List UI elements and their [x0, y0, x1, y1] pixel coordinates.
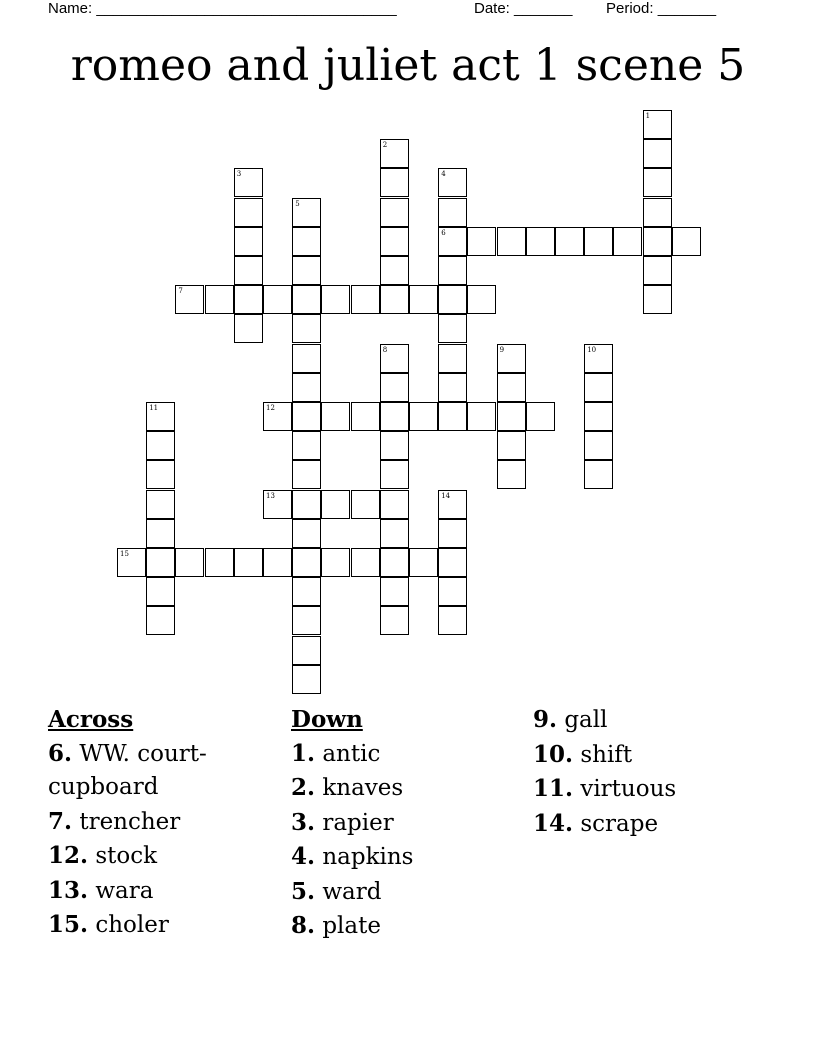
- clue-text: knaves: [322, 775, 404, 801]
- grid-cell[interactable]: [321, 490, 350, 519]
- grid-cell[interactable]: [380, 198, 409, 227]
- grid-cell[interactable]: [438, 519, 467, 548]
- grid-cell[interactable]: [146, 431, 175, 460]
- grid-cell[interactable]: [146, 577, 175, 606]
- down-clues-col1: [291, 703, 414, 944]
- grid-cell[interactable]: [175, 548, 204, 577]
- grid-cell[interactable]: [380, 256, 409, 285]
- clue-item: [291, 909, 414, 944]
- across-clues: [48, 703, 253, 943]
- grid-cell[interactable]: [292, 519, 321, 548]
- grid-cell[interactable]: [146, 606, 175, 635]
- grid-cell[interactable]: [292, 606, 321, 635]
- grid-cell[interactable]: [613, 227, 642, 256]
- clue-number: 11.: [533, 775, 574, 802]
- cell-number: 9: [499, 345, 505, 354]
- grid-cell[interactable]: [438, 256, 467, 285]
- down-heading: Down: [291, 706, 363, 733]
- grid-cell[interactable]: [584, 431, 613, 460]
- clue-number: 13.: [48, 876, 89, 904]
- grid-cell[interactable]: [438, 606, 467, 635]
- grid-cell[interactable]: [380, 460, 409, 489]
- grid-cell[interactable]: [234, 314, 263, 343]
- grid-cell[interactable]: [263, 490, 292, 519]
- clue-item: [533, 738, 676, 773]
- grid-cell[interactable]: [263, 402, 292, 431]
- clue-number: 2.: [291, 774, 316, 801]
- down-clues-col2: [533, 703, 676, 841]
- grid-cell[interactable]: [146, 460, 175, 489]
- clue-text: antic: [322, 740, 381, 767]
- clue-number: 15.: [48, 911, 89, 938]
- grid-cell[interactable]: [497, 227, 526, 256]
- grid-cell[interactable]: [234, 198, 263, 227]
- clue-number: 5.: [291, 877, 316, 905]
- clue-item: [291, 806, 414, 841]
- grid-cell[interactable]: [526, 402, 555, 431]
- grid-cell[interactable]: [643, 198, 672, 227]
- grid-cell[interactable]: [380, 431, 409, 460]
- clue-number: 9.: [533, 706, 558, 733]
- grid-cell[interactable]: [292, 314, 321, 343]
- clue-item: [291, 840, 414, 875]
- grid-cell[interactable]: [409, 548, 438, 577]
- clue-item: [48, 839, 253, 874]
- grid-cell[interactable]: [380, 577, 409, 606]
- grid-cell[interactable]: [234, 168, 263, 197]
- grid-cell[interactable]: [263, 285, 292, 314]
- grid-cell[interactable]: [321, 402, 350, 431]
- clue-item: [291, 737, 414, 772]
- grid-cell[interactable]: [467, 402, 496, 431]
- grid-cell[interactable]: [146, 402, 175, 431]
- cell-number: 12: [266, 404, 275, 412]
- grid-cell[interactable]: [643, 227, 672, 256]
- cell-number: 6: [441, 228, 446, 237]
- cell-number: 14: [441, 491, 451, 500]
- grid-cell[interactable]: [380, 519, 409, 548]
- grid-cell[interactable]: [292, 460, 321, 489]
- grid-cell[interactable]: [292, 344, 321, 373]
- cell-number: 3: [236, 170, 242, 179]
- grid-cell[interactable]: [497, 344, 526, 373]
- grid-cell[interactable]: [380, 344, 409, 373]
- cell-number: 4: [441, 170, 446, 179]
- clue-text: virtuous: [580, 776, 677, 802]
- name-field[interactable]: Name: ____________________________________: [48, 0, 397, 17]
- clue-text: stock: [95, 843, 158, 869]
- clue-text: shift: [580, 741, 633, 768]
- grid-cell[interactable]: [643, 285, 672, 314]
- grid-cell[interactable]: [292, 431, 321, 460]
- grid-cell[interactable]: [380, 227, 409, 256]
- grid-cell[interactable]: [292, 490, 321, 519]
- grid-cell[interactable]: [643, 139, 672, 168]
- grid-cell[interactable]: [292, 373, 321, 402]
- clue-number: 4.: [291, 843, 316, 870]
- clue-number: 12.: [48, 842, 89, 869]
- grid-cell[interactable]: [438, 168, 467, 197]
- grid-cell[interactable]: [438, 198, 467, 227]
- clue-text: scrape: [580, 810, 659, 837]
- grid-cell[interactable]: [351, 490, 380, 519]
- grid-cell[interactable]: [234, 548, 263, 577]
- grid-cell[interactable]: [205, 548, 234, 577]
- grid-cell[interactable]: [584, 227, 613, 256]
- grid-cell[interactable]: [380, 606, 409, 635]
- grid-cell[interactable]: [380, 548, 409, 577]
- cell-number: 1: [645, 112, 651, 120]
- grid-cell[interactable]: [526, 227, 555, 256]
- clue-number: 3.: [291, 808, 316, 836]
- clue-item: [48, 805, 253, 840]
- grid-cell[interactable]: [643, 110, 672, 139]
- grid-cell[interactable]: [175, 285, 204, 314]
- grid-cell[interactable]: [380, 139, 409, 168]
- cell-number: 11: [149, 404, 159, 412]
- grid-cell[interactable]: [467, 227, 496, 256]
- grid-cell[interactable]: [292, 227, 321, 256]
- grid-cell[interactable]: [438, 490, 467, 519]
- grid-cell[interactable]: [409, 285, 438, 314]
- cell-number: 5: [295, 199, 300, 208]
- grid-cell[interactable]: [584, 344, 613, 373]
- grid-cell[interactable]: [497, 431, 526, 460]
- clue-item: [48, 737, 253, 805]
- clue-item: [533, 807, 676, 842]
- grid-cell[interactable]: [263, 548, 292, 577]
- date-field[interactable]: Date: _______: [474, 0, 573, 17]
- grid-cell[interactable]: [643, 256, 672, 285]
- grid-cell[interactable]: [409, 402, 438, 431]
- grid-cell[interactable]: [438, 285, 467, 314]
- grid-cell[interactable]: [584, 402, 613, 431]
- clue-item: [48, 874, 253, 909]
- grid-cell[interactable]: [351, 285, 380, 314]
- grid-cell[interactable]: [380, 402, 409, 431]
- cell-number: 8: [382, 345, 388, 354]
- grid-cell[interactable]: [351, 402, 380, 431]
- grid-cell[interactable]: [438, 314, 467, 343]
- clue-number: 7.: [48, 807, 73, 835]
- clue-item: [291, 875, 414, 910]
- grid-cell[interactable]: [146, 519, 175, 548]
- grid-cell[interactable]: [234, 227, 263, 256]
- grid-cell[interactable]: [146, 548, 175, 577]
- grid-cell[interactable]: [292, 636, 321, 665]
- across-heading: Across: [48, 706, 134, 733]
- clue-number: 8.: [291, 912, 316, 939]
- cell-number: 10: [587, 345, 597, 354]
- clue-text: rapier: [322, 809, 394, 836]
- clue-number: 10.: [533, 740, 574, 768]
- clue-text: ward: [322, 878, 382, 905]
- grid-cell[interactable]: [321, 548, 350, 577]
- grid-cell[interactable]: [380, 373, 409, 402]
- cell-number: 13: [266, 491, 275, 500]
- grid-cell[interactable]: [234, 285, 263, 314]
- clue-text: WW. court-cupboard: [48, 740, 207, 800]
- page-title: romeo and juliet act 1 scene 5: [70, 40, 746, 91]
- grid-cell[interactable]: [292, 198, 321, 227]
- clue-number: 1.: [291, 739, 316, 767]
- clue-item: [533, 772, 676, 807]
- clue-text: gall: [564, 707, 608, 733]
- grid-cell[interactable]: [292, 402, 321, 431]
- clue-item: [533, 703, 676, 738]
- cell-number: 2: [382, 141, 388, 150]
- clue-number: 14.: [533, 809, 574, 837]
- grid-cell[interactable]: [205, 285, 234, 314]
- grid-cell[interactable]: [146, 490, 175, 519]
- grid-cell[interactable]: [292, 665, 321, 694]
- grid-cell[interactable]: [292, 256, 321, 285]
- grid-cell[interactable]: [438, 227, 467, 256]
- grid-cell[interactable]: [380, 490, 409, 519]
- grid-cell[interactable]: [234, 256, 263, 285]
- clue-number: 6.: [48, 739, 73, 767]
- grid-cell[interactable]: [497, 373, 526, 402]
- period-field[interactable]: Period: _______: [606, 0, 717, 17]
- grid-cell[interactable]: [438, 373, 467, 402]
- grid-cell[interactable]: [584, 373, 613, 402]
- grid-cell[interactable]: [438, 577, 467, 606]
- grid-cell[interactable]: [292, 577, 321, 606]
- grid-cell[interactable]: [438, 402, 467, 431]
- clue-text: plate: [322, 913, 381, 939]
- clue-item: [48, 908, 253, 943]
- cell-number: 7: [178, 287, 183, 296]
- clue-text: wara: [95, 877, 154, 904]
- grid-cell[interactable]: [438, 344, 467, 373]
- grid-cell[interactable]: [380, 168, 409, 197]
- grid-cell[interactable]: [672, 227, 701, 256]
- grid-cell[interactable]: [117, 548, 146, 577]
- grid-cell[interactable]: [380, 285, 409, 314]
- grid-cell[interactable]: [292, 285, 321, 314]
- grid-cell[interactable]: [643, 168, 672, 197]
- clue-item: [291, 771, 414, 806]
- grid-cell[interactable]: [438, 548, 467, 577]
- grid-cell[interactable]: [497, 402, 526, 431]
- grid-cell[interactable]: [292, 548, 321, 577]
- clue-text: trencher: [79, 808, 181, 835]
- grid-cell[interactable]: [555, 227, 584, 256]
- clue-text: napkins: [322, 844, 414, 870]
- grid-cell[interactable]: [467, 285, 496, 314]
- grid-cell[interactable]: [321, 285, 350, 314]
- cell-number: 15: [120, 550, 129, 558]
- clue-text: choler: [95, 912, 169, 938]
- grid-cell[interactable]: [351, 548, 380, 577]
- grid-cell[interactable]: [497, 460, 526, 489]
- grid-cell[interactable]: [584, 460, 613, 489]
